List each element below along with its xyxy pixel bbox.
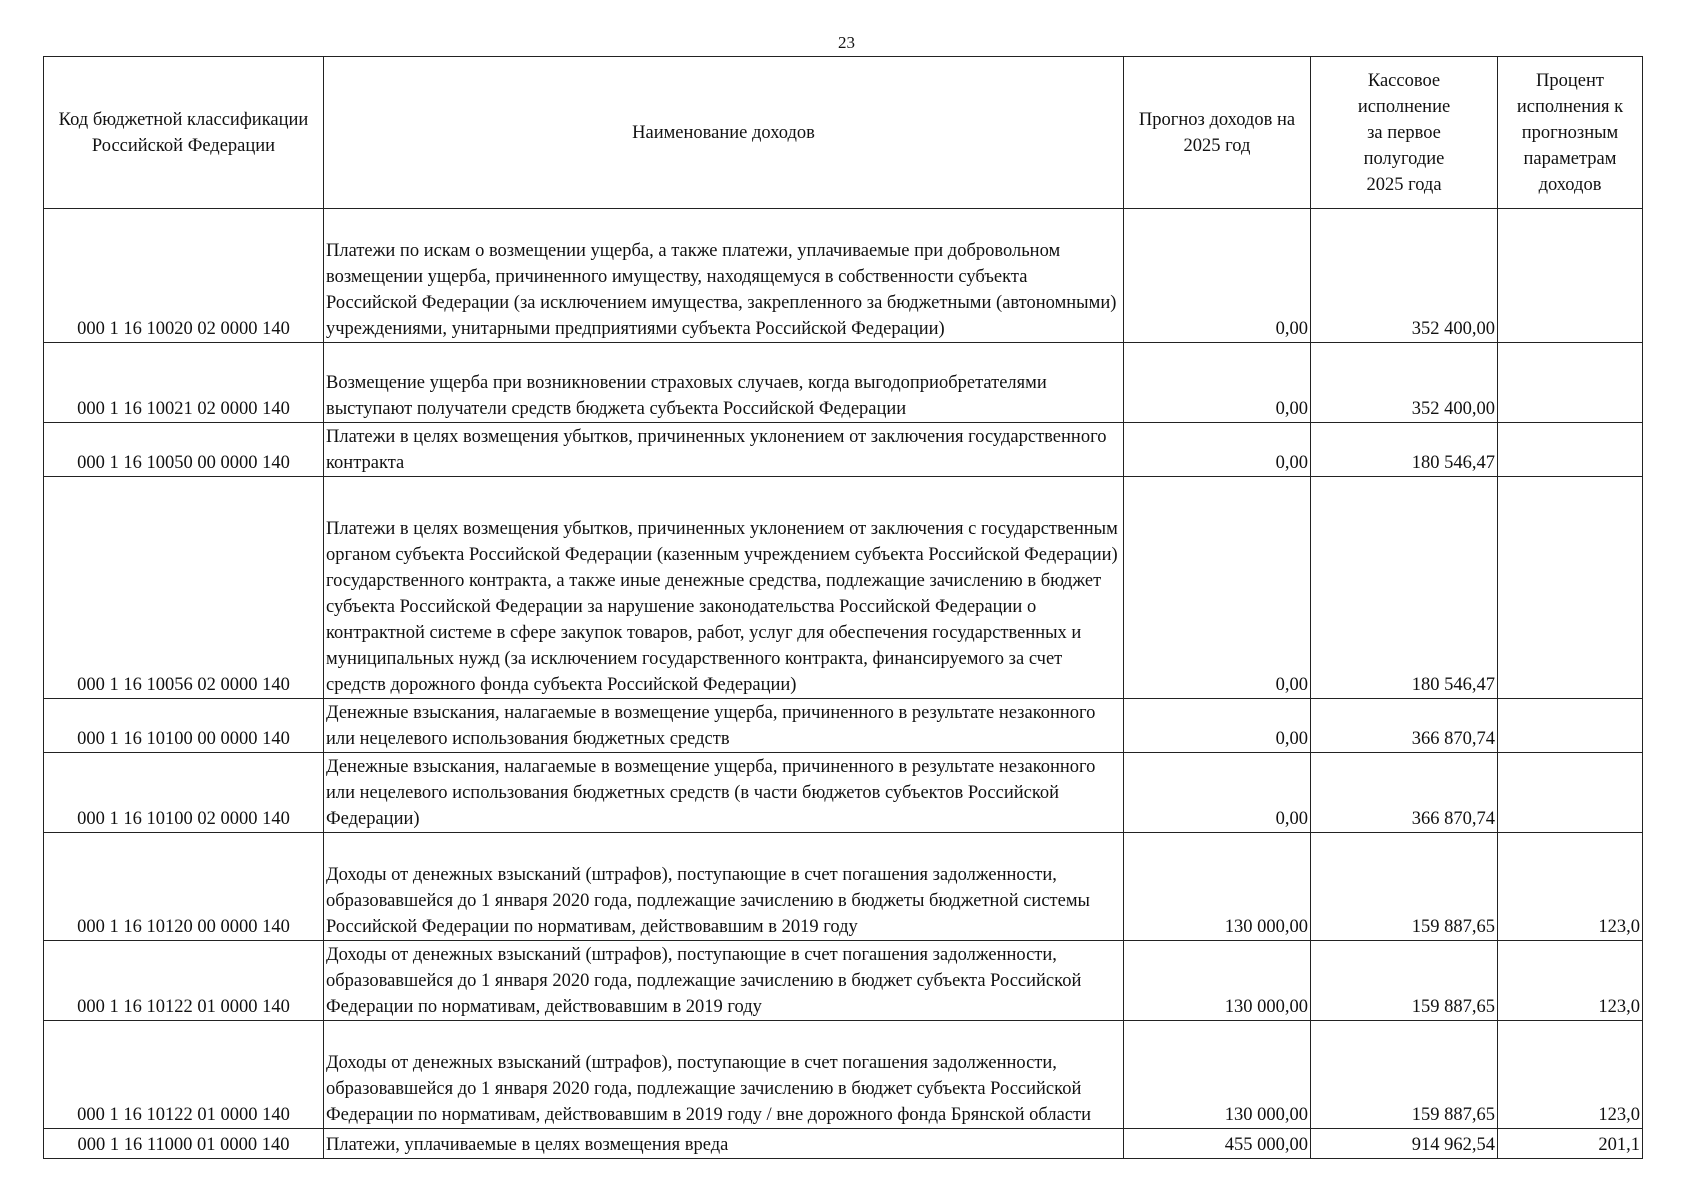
table-row (44, 833, 1643, 941)
table-row (44, 753, 1643, 833)
row-percent: 123,0 (1498, 833, 1643, 941)
row-percent (1498, 423, 1643, 477)
table-row (44, 1129, 1643, 1159)
row-code: 000 1 16 11000 01 0000 140 (44, 1129, 324, 1159)
header-execution: Кассовое исполнение за первое полугодие 2025 года (1311, 57, 1498, 209)
row-execution: 159 887,65 (1311, 1021, 1498, 1129)
row-forecast: 0,00 (1124, 423, 1311, 477)
row-name: Денежные взыскания, налагаемые в возмещение ущерба, причиненного в результате незаконного или нецелевого использования бюджетных средств (324, 699, 1124, 753)
row-percent: 201,1 (1498, 1129, 1643, 1159)
header-forecast: Прогноз доходов на 2025 год (1124, 57, 1311, 209)
row-name: Возмещение ущерба при возникновении страховых случаев, когда выгодоприобретателями выступают получатели средств бюджета субъекта Российской Федерации (324, 343, 1124, 423)
row-forecast: 0,00 (1124, 477, 1311, 699)
row-percent (1498, 477, 1643, 699)
header-percent: Процент исполнения к прогнозным параметрам доходов (1498, 57, 1643, 209)
row-name: Денежные взыскания, налагаемые в возмещение ущерба, причиненного в результате незаконного или нецелевого использования бюджетных средств (в части бюджетов субъектов Российской Федерации) (324, 753, 1124, 833)
table-header-row (44, 57, 1643, 209)
table-row (44, 209, 1643, 343)
row-execution: 366 870,74 (1311, 699, 1498, 753)
row-forecast: 0,00 (1124, 209, 1311, 343)
row-name: Доходы от денежных взысканий (штрафов), поступающие в счет погашения задолженности, образовавшейся до 1 января 2020 года, подлежащие зачислению в бюджет субъекта Российской Федерации по нормативам, действовавшим в 2019 году (324, 941, 1124, 1021)
table-row (44, 1021, 1643, 1129)
table-row (44, 477, 1643, 699)
row-code: 000 1 16 10122 01 0000 140 (44, 1021, 324, 1129)
row-code: 000 1 16 10100 02 0000 140 (44, 753, 324, 833)
table-row (44, 699, 1643, 753)
row-execution: 352 400,00 (1311, 209, 1498, 343)
row-code: 000 1 16 10122 01 0000 140 (44, 941, 324, 1021)
table-row (44, 423, 1643, 477)
row-forecast: 130 000,00 (1124, 1021, 1311, 1129)
row-forecast: 130 000,00 (1124, 833, 1311, 941)
table-row (44, 941, 1643, 1021)
row-name: Доходы от денежных взысканий (штрафов), поступающие в счет погашения задолженности, образовавшейся до 1 января 2020 года, подлежащие зачислению в бюджеты бюджетной системы Российской Федерации по нормативам, действовавшим в 2019 году (324, 833, 1124, 941)
row-percent (1498, 753, 1643, 833)
row-code: 000 1 16 10056 02 0000 140 (44, 477, 324, 699)
row-percent: 123,0 (1498, 1021, 1643, 1129)
revenue-table (43, 56, 1643, 1159)
row-percent: 123,0 (1498, 941, 1643, 1021)
row-name: Платежи по искам о возмещении ущерба, а также платежи, уплачиваемые при добровольном возмещении ущерба, причиненного имуществу, находящемуся в собственности субъекта Российской Федерации (за исключением имущества, закрепленного за бюджетными (автономными) учреждениями, унитарными предприятиями субъекта Российской Федерации) (324, 209, 1124, 343)
table-row (44, 343, 1643, 423)
row-execution: 352 400,00 (1311, 343, 1498, 423)
header-name: Наименование доходов (324, 57, 1124, 209)
row-code: 000 1 16 10120 00 0000 140 (44, 833, 324, 941)
row-execution: 159 887,65 (1311, 833, 1498, 941)
row-forecast: 455 000,00 (1124, 1129, 1311, 1159)
page-number: 23 (838, 33, 855, 52)
row-forecast: 0,00 (1124, 343, 1311, 423)
row-name: Платежи в целях возмещения убытков, причиненных уклонением от заключения с государственным органом субъекта Российской Федерации (казенным учреждением субъекта Российской Федерации) государственного контракта, а также иные денежные средства, подлежащие зачислению в бюджет субъекта Российской Федерации за нарушение законодательства Российской Федерации о контрактной системе в сфере закупок товаров, работ, услуг для обеспечения государственных и муниципальных нужд (за исключением государственного контракта, финансируемого за счет средств дорожного фонда субъекта Российской Федерации) (324, 477, 1124, 699)
row-name: Платежи в целях возмещения убытков, причиненных уклонением от заключения государственного контракта (324, 423, 1124, 477)
row-execution: 180 546,47 (1311, 423, 1498, 477)
row-percent (1498, 343, 1643, 423)
row-code: 000 1 16 10050 00 0000 140 (44, 423, 324, 477)
row-code: 000 1 16 10100 00 0000 140 (44, 699, 324, 753)
row-execution: 159 887,65 (1311, 941, 1498, 1021)
row-code: 000 1 16 10020 02 0000 140 (44, 209, 324, 343)
row-forecast: 130 000,00 (1124, 941, 1311, 1021)
row-forecast: 0,00 (1124, 699, 1311, 753)
row-execution: 366 870,74 (1311, 753, 1498, 833)
row-execution: 180 546,47 (1311, 477, 1498, 699)
row-code: 000 1 16 10021 02 0000 140 (44, 343, 324, 423)
row-name: Платежи, уплачиваемые в целях возмещения вреда (324, 1129, 1124, 1159)
row-execution: 914 962,54 (1311, 1129, 1498, 1159)
row-forecast: 0,00 (1124, 753, 1311, 833)
row-name: Доходы от денежных взысканий (штрафов), поступающие в счет погашения задолженности, образовавшейся до 1 января 2020 года, подлежащие зачислению в бюджет субъекта Российской Федерации по нормативам, действовавшим в 2019 году / вне дорожного фонда Брянской области (324, 1021, 1124, 1129)
row-percent (1498, 699, 1643, 753)
header-code: Код бюджетной классификации Российской Федерации (44, 57, 324, 209)
row-percent (1498, 209, 1643, 343)
